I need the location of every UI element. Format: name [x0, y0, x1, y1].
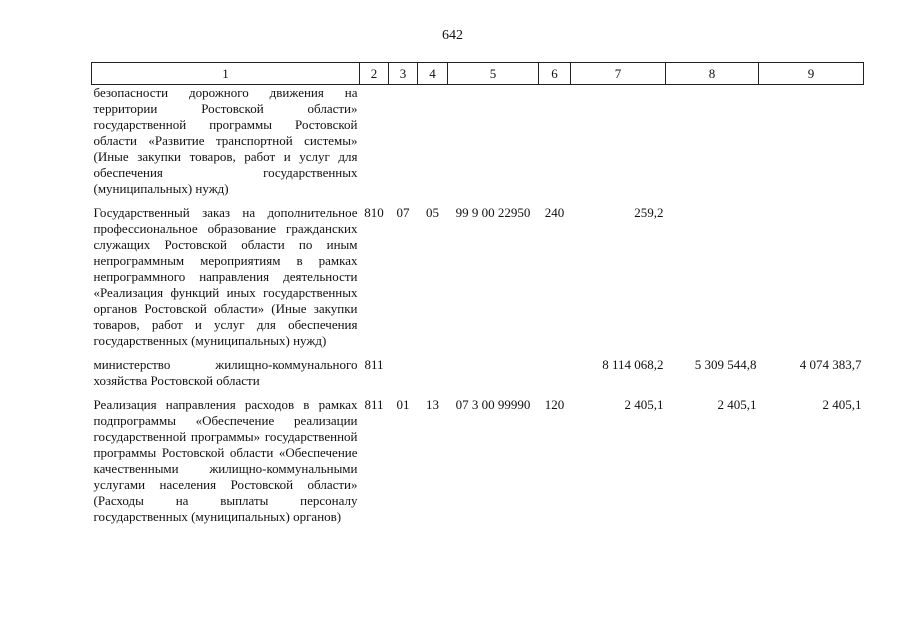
cell-amount-col8: 5 309 544,8 — [694, 357, 757, 372]
cell-amount-col7 — [571, 85, 666, 206]
cell-amount-col8 — [666, 205, 759, 357]
column-header: 4 — [418, 63, 448, 85]
table-row — [92, 397, 864, 525]
row-description: министерство жилищно-коммунального хозяйства Ростовской области — [93, 357, 358, 388]
cell-amount-col8 — [666, 85, 759, 206]
column-header: 7 — [571, 63, 666, 85]
cell-ministry-code: 811 — [364, 357, 384, 372]
cell-amount-col7: 259,2 — [634, 205, 664, 220]
cell-ministry-code — [360, 85, 389, 206]
row-description: Реализация направления расходов в рамках подпрограммы «Обеспечение реализации государственной программы» государственной программы Ростовской области «Обеспечение качественными жилищно-коммунальными услугами населения Ростовской области» (Расходы на выплаты персоналу государственных (муниципальных) органов) — [93, 397, 358, 524]
cell-amount-col7: 2 405,1 — [624, 397, 664, 412]
cell-target-article: 07 3 00 99990 — [455, 397, 531, 412]
header-row — [92, 63, 864, 85]
row-description: Государственный заказ на дополнительное профессиональное образование гражданских служащих Ростовской области по иным непрограммным мероприятиям в рамках непрограммного направления деятельности «Реализация функций иных государственных органов Ростовской области» (Иные закупки товаров, работ и услуг для обеспечения государственных (муниципальных) нужд) — [93, 205, 358, 348]
cell-section: 07 — [396, 205, 410, 220]
cell-ministry-code: 810 — [364, 205, 384, 220]
cell-section — [389, 357, 418, 397]
table-row — [92, 85, 864, 206]
column-header: 2 — [360, 63, 389, 85]
cell-subsection: 05 — [426, 205, 439, 220]
column-header: 5 — [448, 63, 539, 85]
column-header: 9 — [759, 63, 864, 85]
cell-amount-col9 — [759, 205, 864, 357]
cell-expense-type: 240 — [544, 205, 565, 220]
budget-table — [91, 62, 864, 525]
cell-expense-type: 120 — [544, 397, 565, 412]
cell-expense-type — [539, 85, 571, 206]
row-description: безопасности дорожного движения на территории Ростовской области» государственной программы Ростовской области «Развитие транспортной системы» (Иные закупки товаров, работ и услуг для обеспечения государственных (муниципальных) нужд) — [93, 85, 358, 196]
table-row — [92, 205, 864, 357]
page-number: 642 — [442, 28, 463, 43]
cell-amount-col8: 2 405,1 — [717, 397, 757, 412]
cell-section: 01 — [396, 397, 410, 412]
cell-expense-type — [539, 357, 571, 397]
cell-subsection — [418, 85, 448, 206]
column-header: 6 — [539, 63, 571, 85]
column-header: 3 — [389, 63, 418, 85]
cell-subsection — [418, 357, 448, 397]
cell-amount-col9: 2 405,1 — [822, 397, 862, 412]
cell-target-article — [448, 85, 539, 206]
cell-amount-col7: 8 114 068,2 — [602, 357, 664, 372]
cell-ministry-code: 811 — [364, 397, 384, 412]
column-header: 1 — [92, 63, 360, 85]
column-header: 8 — [666, 63, 759, 85]
cell-subsection: 13 — [426, 397, 439, 412]
cell-target-article: 99 9 00 22950 — [455, 205, 531, 220]
cell-target-article — [448, 357, 539, 397]
cell-amount-col9: 4 074 383,7 — [799, 357, 862, 372]
cell-amount-col9 — [759, 85, 864, 206]
table-row — [92, 357, 864, 397]
cell-section — [389, 85, 418, 206]
